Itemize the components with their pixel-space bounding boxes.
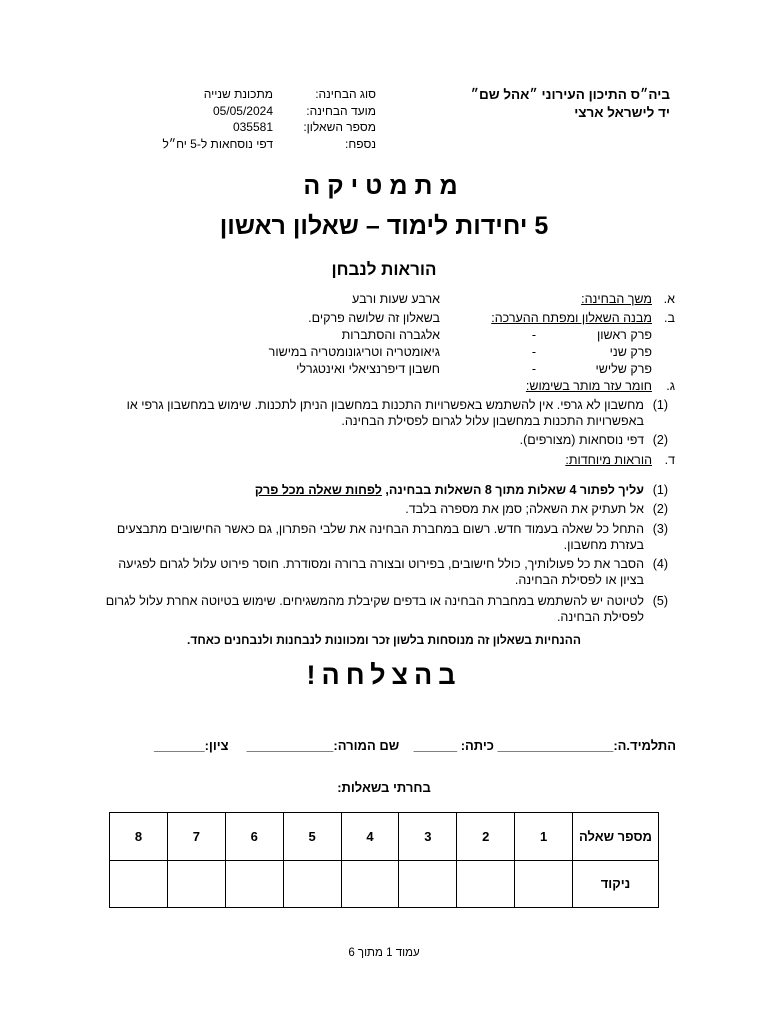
exam-type-value: מתכונת שנייה	[203, 87, 273, 101]
part-2-name: פרק שני	[609, 345, 652, 359]
table-cell-number: 7	[167, 813, 225, 861]
subject-title: מתמטיקה	[303, 172, 465, 200]
table-cell-number: 5	[283, 813, 341, 861]
table-cell-number: 1	[515, 813, 573, 861]
score-cell[interactable]	[225, 860, 283, 908]
d-item-4-text: הסבר את כל פעולותיך, כולל חישובים, בפירוט ובצורה ברורה ומסודרת. חוסר פירוט עלול לגרום לפגיעה בציון או לפסילת הבחינה.	[118, 557, 644, 587]
student-fields	[154, 738, 676, 753]
section-c-label: חומר עזר מותר בשימוש:	[525, 379, 652, 393]
score-cell[interactable]	[110, 860, 168, 908]
question-number-header: מספר שאלה	[573, 813, 659, 861]
section-a-label: משך הבחינה:	[581, 292, 652, 306]
school-line-1: ביה״ס התיכון העירוני ״אהל שם״	[470, 87, 670, 102]
c-item-1-text: מחשבון לא גרפי. אין להשתמש באפשרויות התכנות במחשבון הניתן לתכנות. שימוש במחשבון גרפי או באפשרויות התכנות במחשבון עלול לגרום לפסילת הבחינה.	[126, 398, 644, 428]
table-row-scores	[110, 860, 659, 908]
student-name-field[interactable]: ________________	[497, 738, 614, 753]
good-luck-title: בהצלחה!	[306, 660, 462, 690]
d-item-1-underlined: לפחות שאלה מכל פרק	[254, 483, 382, 497]
exam-number-label: מספר השאלון:	[303, 120, 376, 134]
exam-appendix-label: נספח:	[345, 136, 376, 151]
d-item-1-text	[255, 483, 644, 498]
part-3-topic: חשבון דיפרנציאלי ואינטגרלי	[296, 362, 440, 376]
exam-meta-values	[133, 86, 273, 152]
c-item-2-text: דפי נוסחאות (מצורפים).	[519, 433, 644, 447]
section-b-label: מבנה השאלון ומפתח ההערכה:	[491, 311, 652, 325]
grade-label: ציון:	[204, 738, 229, 753]
score-header: ניקוד	[573, 860, 659, 908]
teacher-label: שם המורה:	[333, 738, 400, 753]
score-cell[interactable]	[167, 860, 225, 908]
teacher-field[interactable]: ____________	[246, 738, 334, 753]
table-cell-number: 3	[399, 813, 457, 861]
part-1-name: פרק ראשון	[596, 328, 652, 342]
exam-appendix-value: דפי נוסחאות ל-5 יח״ל	[162, 136, 273, 151]
exam-type-label: סוג הבחינה:	[315, 87, 376, 101]
d-item-5-num: (5)	[652, 594, 668, 608]
d-item-5-text: לטיוטה יש להשתמש במחברת הבחינה או בדפים שקיבלת מהמשגיחים. שימוש בטיוטה אחרת עלול לגרום לפסילת הבחינה.	[105, 594, 644, 624]
table-cell-number: 8	[110, 813, 168, 861]
score-cell[interactable]	[515, 860, 573, 908]
part-1-dash: -	[531, 328, 536, 342]
part-2-dash: -	[531, 345, 536, 359]
class-field[interactable]: ______	[413, 738, 458, 753]
score-cell[interactable]	[341, 860, 399, 908]
part-2-topic: גיאומטריה וטריגונומטריה במישור	[268, 345, 440, 359]
part-3-name: פרק שלישי	[595, 362, 652, 376]
score-cell[interactable]	[283, 860, 341, 908]
school-name	[410, 86, 670, 122]
d-item-4-num: (4)	[652, 557, 668, 571]
section-d-letter: ד.	[664, 453, 675, 467]
table-cell-number: 4	[341, 813, 399, 861]
page-footer: עמוד 1 מתוך 6	[348, 947, 420, 959]
part-3-dash: -	[531, 362, 536, 376]
c-item-1-num: (1)	[652, 398, 668, 412]
exam-meta-labels	[266, 86, 376, 152]
exam-date-value: 05/05/2024	[212, 103, 273, 118]
grade-field[interactable]: _______	[153, 738, 205, 753]
d-item-3-text: התחל כל שאלה בעמוד חדש. רשום במחברת הבחינה את שלבי הפתרון, גם כאשר החישובים מתבצעים בעזרת מחשבון.	[116, 522, 644, 552]
section-a-letter: א.	[663, 292, 675, 306]
section-b-value: בשאלון זה שלושה פרקים.	[308, 311, 440, 325]
d-item-3-num: (3)	[652, 522, 668, 536]
score-cell[interactable]	[399, 860, 457, 908]
instructions-title: הוראות לנבחן	[331, 260, 437, 279]
section-c-letter: ג.	[666, 379, 675, 393]
part-1-topic: אלגברה והסתברות	[341, 328, 440, 342]
table-row-numbers	[110, 813, 659, 861]
d-item-2-text: אל תעתיק את השאלה; סמן את מספרה בלבד.	[405, 502, 644, 516]
student-label: התלמיד.ה:	[613, 738, 676, 753]
d-item-1-num: (1)	[652, 483, 668, 497]
table-cell-number: 6	[225, 813, 283, 861]
question-selection-table	[109, 812, 659, 908]
c-item-2-num: (2)	[652, 433, 668, 447]
section-d-label: הוראות מיוחדות:	[565, 453, 652, 467]
gender-note: ההנחיות בשאלון זה מנוסחות בלשון זכר ומכוונות לנבחנות ולנבחנים כאחד.	[187, 633, 581, 647]
score-cell[interactable]	[457, 860, 515, 908]
school-line-2: יד לישראל ארצי	[574, 105, 670, 120]
table-cell-number: 2	[457, 813, 515, 861]
units-title: 5 יחידות לימוד – שאלון ראשון	[219, 212, 549, 240]
d-item-2-num: (2)	[652, 502, 668, 516]
section-a-value: ארבע שעות ורבע	[352, 292, 440, 306]
exam-date-label: מועד הבחינה:	[306, 103, 376, 118]
class-label: כיתה:	[460, 738, 494, 753]
exam-number-value: 035581	[232, 120, 273, 134]
section-b-letter: ב.	[664, 311, 675, 325]
choice-title: בחרתי בשאלות:	[337, 780, 431, 795]
d-item-1-bold: עליך לפתור 4 שאלות מתוך 8 השאלות בבחינה,	[381, 483, 644, 497]
